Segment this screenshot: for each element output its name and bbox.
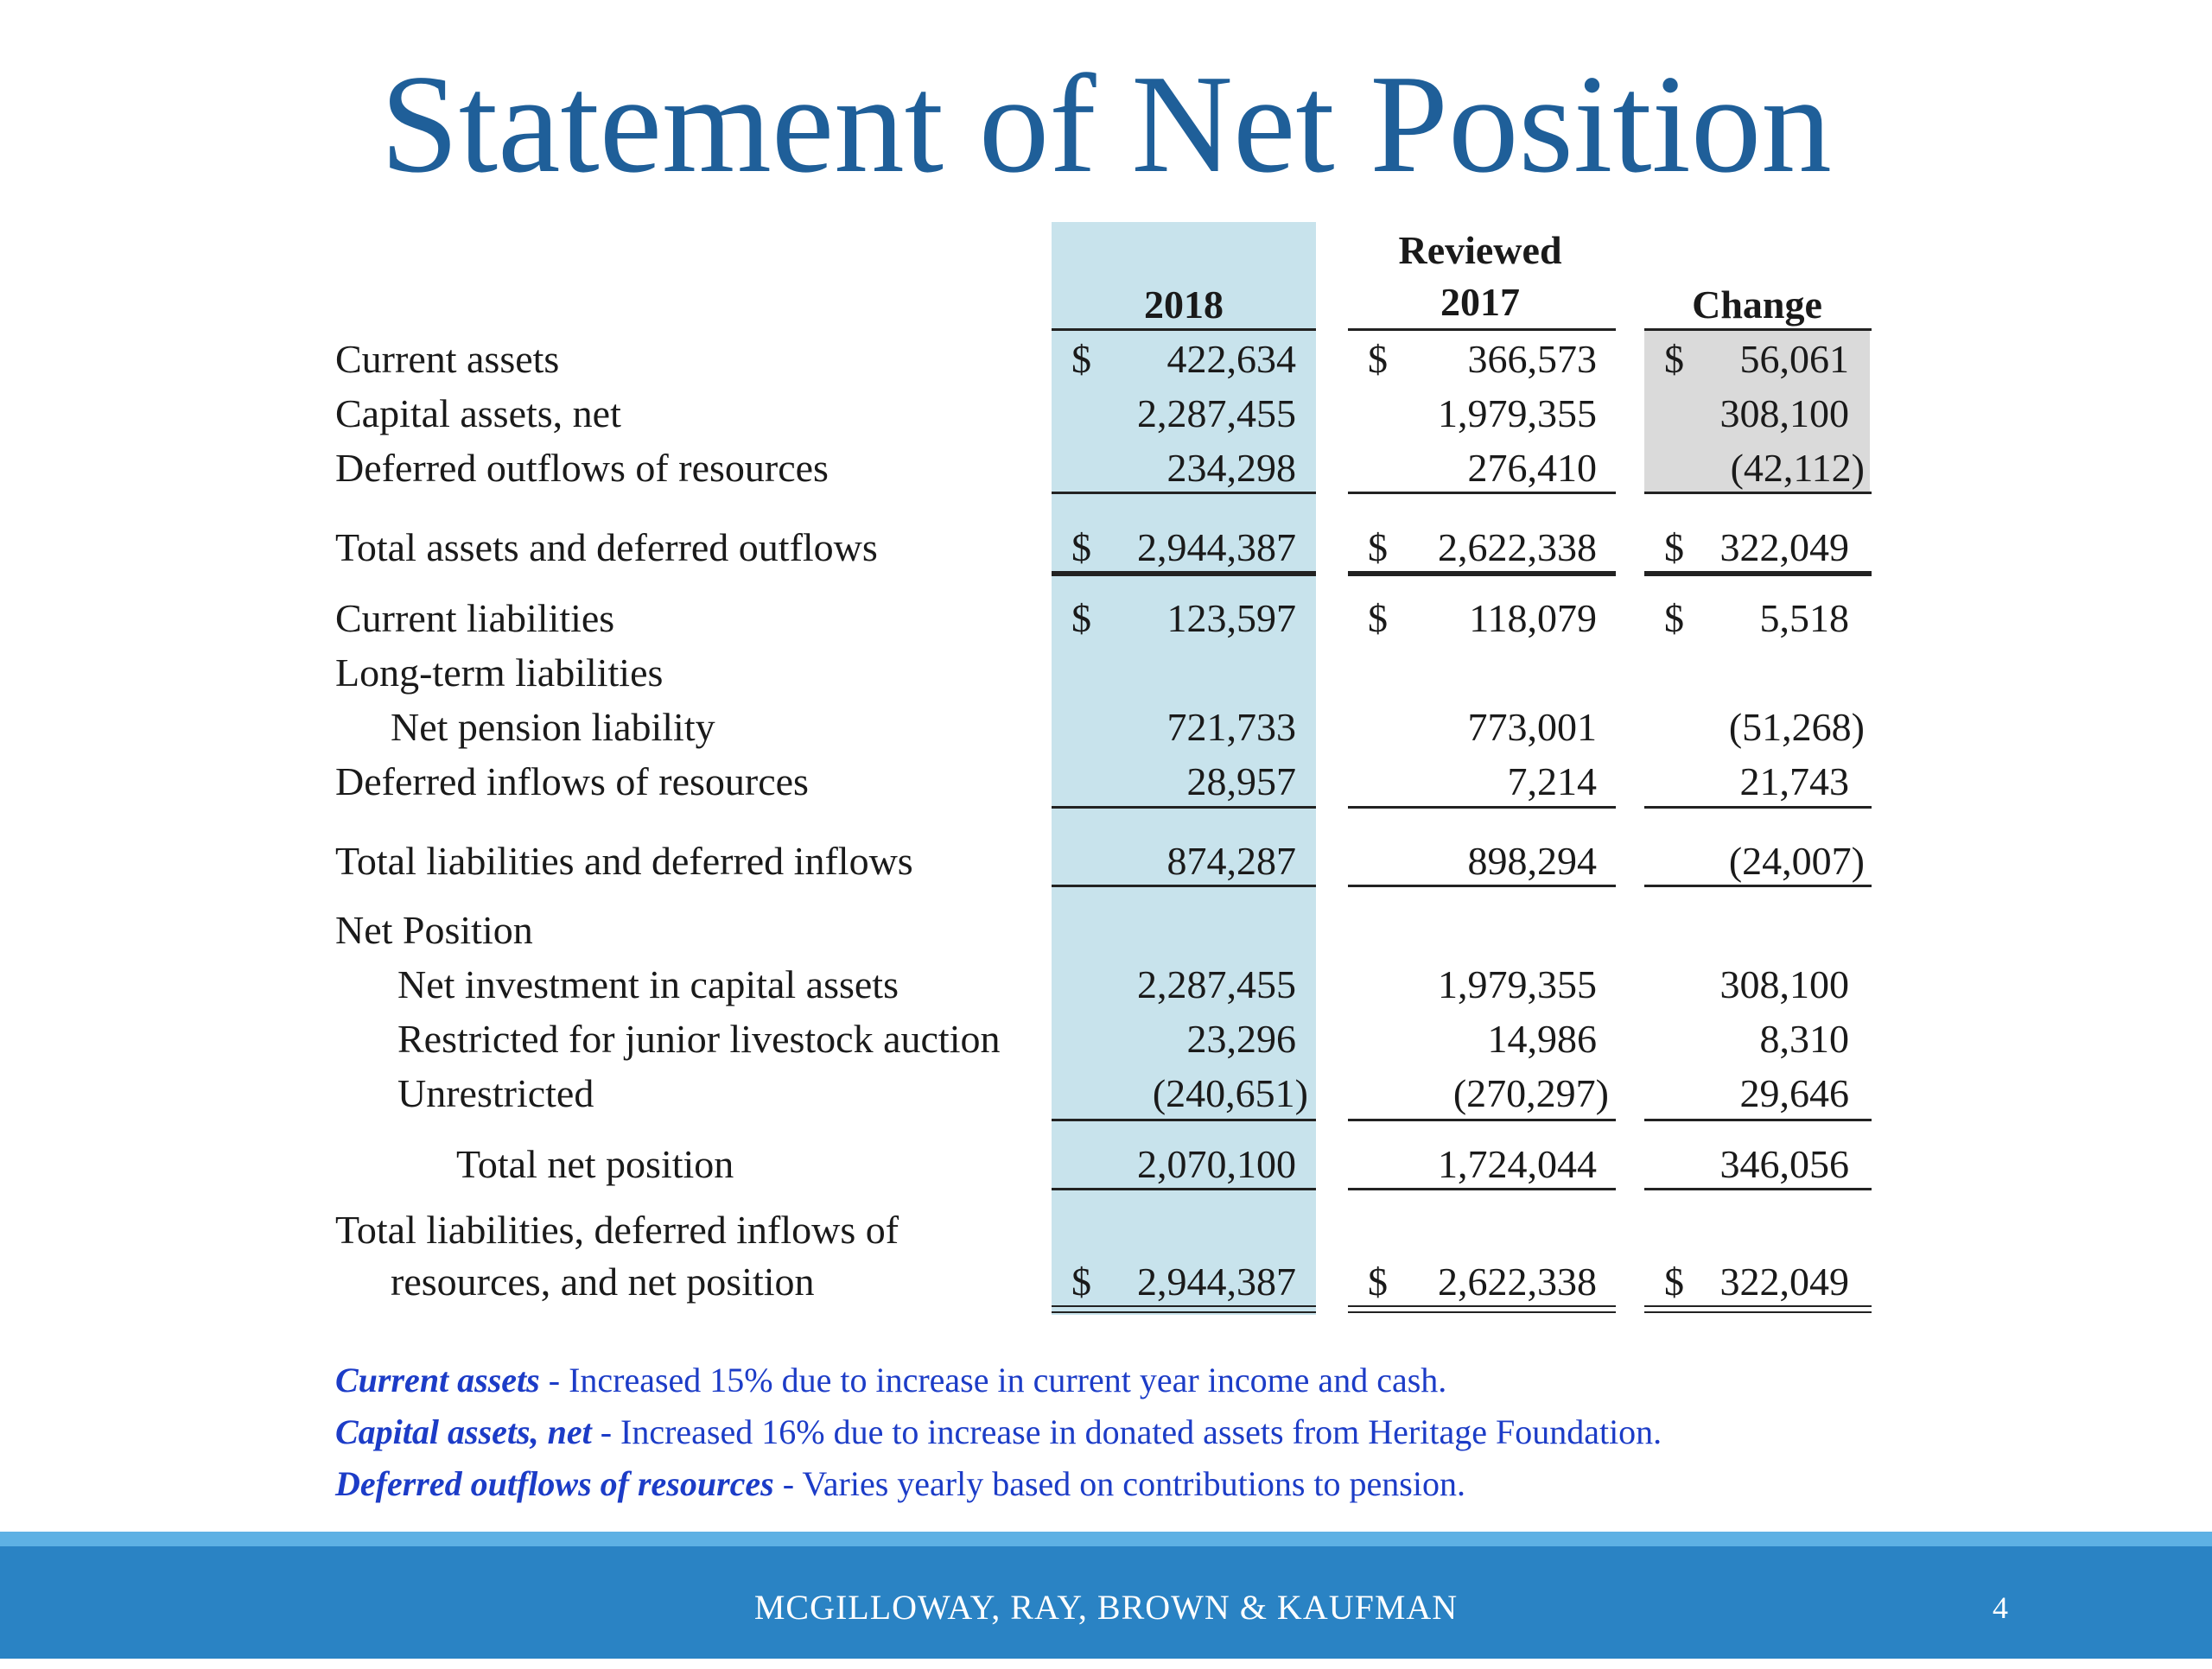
row-label: Net Position	[335, 908, 533, 952]
subtotal-rule	[1644, 1119, 1872, 1121]
value-2017: 1,979,355	[1438, 391, 1597, 435]
subtotal-rule	[1644, 492, 1872, 494]
double-rule	[1644, 1305, 1872, 1307]
note-line	[335, 1458, 1662, 1510]
value-2017: 1,724,044	[1438, 1142, 1597, 1186]
double-rule	[1052, 1311, 1316, 1313]
row-label: Deferred inflows of resources	[335, 759, 809, 803]
note-term: Capital assets, net	[335, 1412, 592, 1451]
currency-symbol: $	[1664, 525, 1684, 569]
double-rule	[1052, 1305, 1316, 1307]
double-rule	[1644, 1311, 1872, 1313]
row-label: Unrestricted	[397, 1071, 594, 1115]
currency-symbol: $	[1071, 596, 1091, 640]
value-2018: 123,597	[1166, 596, 1296, 640]
subtotal-rule	[1348, 806, 1616, 809]
subtotal-rule	[1348, 1119, 1616, 1121]
table-row	[0, 957, 2212, 1012]
value-change: 56,061	[1739, 337, 1849, 381]
value-2017: 366,573	[1467, 337, 1597, 381]
subtotal-rule	[1348, 1188, 1616, 1190]
header-rule-change	[1644, 328, 1872, 331]
value-2018: 721,733	[1166, 705, 1296, 749]
value-change: (24,007)	[1728, 839, 1865, 883]
double-rule	[1348, 1305, 1616, 1307]
row-label-line2: resources, and net position	[391, 1260, 815, 1304]
subtotal-rule	[1644, 806, 1872, 809]
table-row	[0, 834, 2212, 888]
note-text: - Increased 15% due to increase in current year income and cash.	[539, 1361, 1447, 1399]
row-label: Long-term liabilities	[335, 650, 664, 695]
page-number: 4	[1993, 1590, 2008, 1625]
value-change: 8,310	[1759, 1017, 1849, 1061]
value-2018: 874,287	[1166, 839, 1296, 883]
double-rule	[1348, 1311, 1616, 1313]
value-2017: 2,622,338	[1438, 1260, 1597, 1304]
total-rule	[1052, 571, 1316, 576]
row-label: Current liabilities	[335, 596, 615, 640]
table-row	[0, 1203, 2212, 1257]
row-label: Total assets and deferred outflows	[335, 525, 878, 569]
table-row	[0, 1012, 2212, 1066]
value-change: 5,518	[1759, 596, 1849, 640]
row-label: Capital assets, net	[335, 391, 621, 435]
currency-symbol: $	[1071, 1260, 1091, 1304]
row-label: Deferred outflows of resources	[335, 446, 829, 490]
table-row	[0, 1137, 2212, 1191]
value-2017: 7,214	[1507, 759, 1597, 803]
notes	[335, 1355, 1662, 1510]
subtotal-rule	[1348, 885, 1616, 887]
value-2018: 2,944,387	[1137, 525, 1296, 569]
row-label: Total liabilities and deferred inflows	[335, 839, 913, 883]
table-row	[0, 386, 2212, 441]
subtotal-rule	[1052, 492, 1316, 494]
value-2018: 28,957	[1186, 759, 1296, 803]
value-change: 322,049	[1719, 525, 1849, 569]
total-rule	[1348, 571, 1616, 576]
note-text: - Increased 16% due to increase in donated assets from Heritage Foundation.	[591, 1412, 1662, 1451]
value-2017: 276,410	[1467, 446, 1597, 490]
footer-stripe	[0, 1532, 2212, 1546]
subtotal-rule	[1052, 885, 1316, 887]
currency-symbol: $	[1664, 596, 1684, 640]
header-2017: 2017	[1440, 280, 1520, 324]
row-label: Net investment in capital assets	[397, 962, 899, 1006]
footer	[0, 1546, 2212, 1659]
header-rule-2017	[1348, 328, 1616, 331]
table-row	[0, 1254, 2212, 1309]
table-row	[0, 754, 2212, 809]
value-change: (42,112)	[1730, 446, 1865, 490]
footer-firm-name: MCGILLOWAY, RAY, BROWN & KAUFMAN	[753, 1588, 1459, 1627]
row-label-line1: Total liabilities, deferred inflows of	[335, 1208, 899, 1252]
currency-symbol: $	[1368, 1260, 1388, 1304]
row-label: Net pension liability	[391, 705, 715, 749]
value-2018: 422,634	[1166, 337, 1296, 381]
note-line	[335, 1406, 1662, 1458]
value-2018: 23,296	[1186, 1017, 1296, 1061]
subtotal-rule	[1644, 885, 1872, 887]
note-text: - Varies yearly based on contributions to pension.	[773, 1464, 1465, 1503]
table-row	[0, 332, 2212, 386]
table-row	[0, 645, 2212, 700]
table-row	[0, 700, 2212, 754]
currency-symbol: $	[1664, 1260, 1684, 1304]
note-line	[335, 1355, 1662, 1406]
subtotal-rule	[1348, 492, 1616, 494]
value-2018: 2,944,387	[1137, 1260, 1296, 1304]
value-change: 308,100	[1719, 962, 1849, 1006]
table-row	[0, 441, 2212, 495]
currency-symbol: $	[1071, 337, 1091, 381]
value-change: 308,100	[1719, 391, 1849, 435]
currency-symbol: $	[1664, 337, 1684, 381]
value-2017: 14,986	[1487, 1017, 1597, 1061]
note-term: Current assets	[335, 1361, 540, 1399]
value-2018: 2,287,455	[1137, 391, 1296, 435]
value-2017: 773,001	[1467, 705, 1597, 749]
value-2017: (270,297)	[1452, 1071, 1609, 1115]
total-rule	[1644, 571, 1872, 576]
value-change: 29,646	[1739, 1071, 1849, 1115]
header-reviewed: Reviewed	[1398, 228, 1562, 272]
value-2018: (240,651)	[1152, 1071, 1308, 1115]
value-2018: 234,298	[1166, 446, 1296, 490]
table-row	[0, 903, 2212, 957]
value-change: (51,268)	[1728, 705, 1865, 749]
page-title: Statement of Net Position	[380, 47, 1832, 202]
currency-symbol: $	[1368, 337, 1388, 381]
table-row	[0, 520, 2212, 574]
value-change: 322,049	[1719, 1260, 1849, 1304]
row-label: Total net position	[456, 1142, 734, 1186]
subtotal-rule	[1052, 1188, 1316, 1190]
table-row	[0, 591, 2212, 645]
currency-symbol: $	[1071, 525, 1091, 569]
header-2018: 2018	[1144, 282, 1224, 327]
currency-symbol: $	[1368, 525, 1388, 569]
value-2017: 2,622,338	[1438, 525, 1597, 569]
table-row	[0, 1066, 2212, 1120]
value-2018: 2,070,100	[1137, 1142, 1296, 1186]
value-2018: 2,287,455	[1137, 962, 1296, 1006]
header-rule-2018	[1052, 328, 1316, 331]
currency-symbol: $	[1368, 596, 1388, 640]
value-2017: 1,979,355	[1438, 962, 1597, 1006]
note-term: Deferred outflows of resources	[335, 1464, 774, 1503]
value-2017: 898,294	[1467, 839, 1597, 883]
subtotal-rule	[1644, 1188, 1872, 1190]
subtotal-rule	[1052, 1119, 1316, 1121]
row-label: Restricted for junior livestock auction	[397, 1017, 1001, 1061]
value-change: 21,743	[1739, 759, 1849, 803]
value-change: 346,056	[1719, 1142, 1849, 1186]
value-2017: 118,079	[1469, 596, 1597, 640]
row-label: Current assets	[335, 337, 560, 381]
subtotal-rule	[1052, 806, 1316, 809]
header-change: Change	[1692, 282, 1822, 327]
